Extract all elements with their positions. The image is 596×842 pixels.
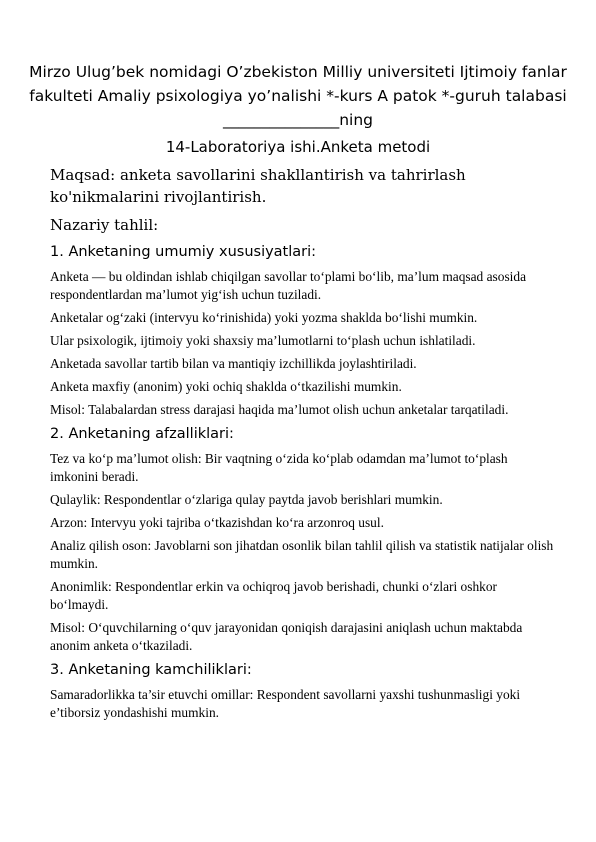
paragraph: Misol: O‘quvchilarning o‘quv jarayonidan qoniqish darajasini aniqlash uchun maktabda anonim anketa o‘tkaziladi.: [50, 620, 523, 653]
paragraph: Tez va ko‘p ma’lumot olish: Bir vaqtning o‘zida ko‘plab odamdan ma’lumot to‘plash imkonini beradi.: [50, 451, 508, 484]
paragraph: Anketalar og‘zaki (intervyu ko‘rinishida) yoki yozma shaklda bo‘lishi mumkin.: [50, 310, 478, 325]
section-heading: 1. Anketaning umumiy xususiyatlari:: [50, 244, 317, 260]
section-heading: 3. Anketaning kamchiliklari:: [50, 662, 252, 678]
section-2: [50, 424, 556, 655]
paragraph: Arzon: Intervyu yoki tajriba o‘tkazishdan ko‘ra arzonroq usul.: [50, 515, 384, 530]
paragraph: Qulaylik: Respondentlar o‘zlariga qulay paytda javob berishlari mumkin.: [50, 492, 443, 507]
section-1: [50, 242, 556, 419]
header-line-2: fakulteti Amaliy psixologiya yo’nalishi *-kurs A patok *-guruh talabasi: [29, 87, 567, 105]
purpose-text: Maqsad: anketa savollarini shakllantirish va tahrirlash ko'nikmalarini rivojlantirish.: [50, 166, 466, 206]
theory-label: Nazariy tahlil:: [50, 216, 159, 234]
document-header: [20, 60, 576, 132]
paragraph: Ular psixologik, ijtimoiy yoki shaxsiy ma’lumotlarni to‘plash uchun ishlatiladi.: [50, 333, 476, 348]
header-line-1: Mirzo Ulug’bek nomidagi O’zbekiston Milliy universiteti Ijtimoiy fanlar: [29, 63, 567, 81]
paragraph: Analiz qilish oson: Javoblarni son jihatdan osonlik bilan tahlil qilish va statistik natijalar olish mumkin.: [50, 538, 554, 571]
section-3: [50, 660, 556, 722]
document-body: [50, 164, 556, 727]
document-title: 14-Laboratoriya ishi.Anketa metodi: [165, 138, 431, 156]
paragraph: Anketada savollar tartib bilan va mantiqiy izchillikda joylashtiriladi.: [50, 356, 417, 371]
paragraph: Anketa — bu oldindan ishlab chiqilgan savollar to‘plami bo‘lib, ma’lum maqsad asosida respondentlardan ma’lumot yig‘ish uchun tuziladi.: [50, 269, 527, 302]
paragraph: Anonimlik: Respondentlar erkin va ochiqroq javob berishadi, chunki o‘zlari oshkor bo‘lmaydi.: [50, 579, 497, 612]
paragraph: Misol: Talabalardan stress darajasi haqida ma’lumot olish uchun anketalar tarqatiladi.: [50, 402, 509, 417]
section-heading: 2. Anketaning afzalliklari:: [50, 426, 234, 442]
header-line-3: _______________ning: [222, 111, 374, 129]
paragraph: Samaradorlikka ta’sir etuvchi omillar: Respondent savollarni yaxshi tushunmasligi yoki e’tiborsiz yondashishi mumkin.: [50, 687, 521, 720]
paragraph: Anketa maxfiy (anonim) yoki ochiq shaklda o‘tkazilishi mumkin.: [50, 379, 402, 394]
